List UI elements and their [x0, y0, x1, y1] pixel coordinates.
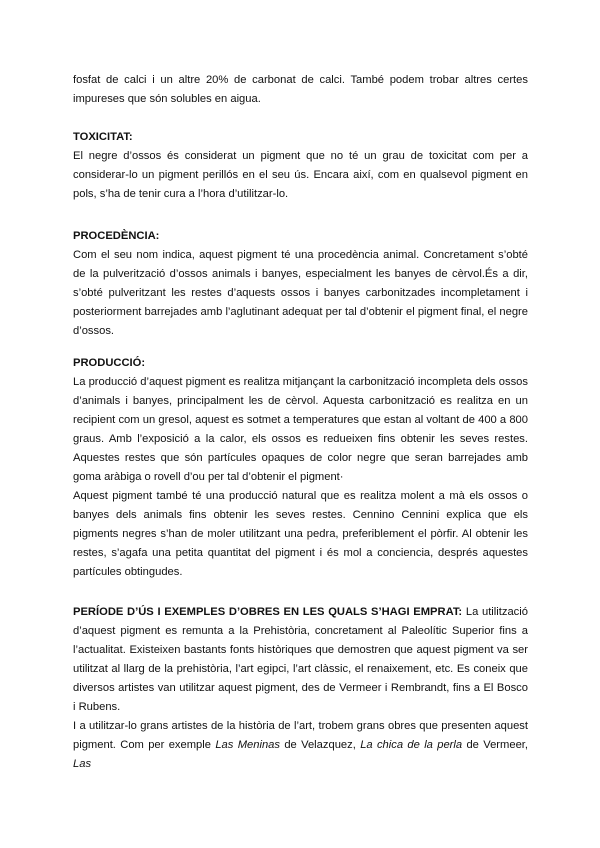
periode-heading: PERÍODE D’ÚS I EXEMPLES D’OBRES EN LES QUALS S’HAGI EMPRAT: [73, 606, 463, 618]
procedencia-section [73, 227, 528, 341]
periode-text-2: I a utilitzar-lo grans artistes de la història de l’art, trobem grans obres que presenten aquest pigment. Com per exemple [73, 720, 528, 751]
periode-text-3: de Velazquez, [280, 739, 361, 751]
toxicitat-heading: TOXICITAT: [73, 131, 133, 143]
intro-paragraph: fosfat de calci i un altre 20% de carbonat de calci. També podem trobar altres certes impureses que són solubles en aigua. [73, 74, 528, 105]
periode-paragraph-1 [73, 603, 528, 717]
periode-section [73, 603, 528, 774]
toxicitat-text: El negre d’ossos és considerat un pigment que no té un grau de toxicitat com per a considerar-lo un pigment perillós en el seu ús. Encara així, com en qualsevol pigment en pols, s’ha de tenir cura a l’hora d’utilitzar-lo. [73, 150, 528, 200]
toxicitat-section [73, 128, 528, 204]
artwork-title-las-meninas: Las Meninas [215, 739, 280, 751]
artwork-title-la-chica-de-la-perla: La chica de la perla [360, 739, 463, 751]
artwork-title-las: Las [73, 758, 92, 770]
produccio-heading: PRODUCCIÓ: [73, 357, 146, 369]
procedencia-text: Com el seu nom indica, aquest pigment té una procedència animal. Concretament s’obté de la pulverització d’ossos animals i banyes, especialment les banyes de cèrvol.És a dir, s’obté pulveritzant les restes d’aquests ossos i banyes carbonitzades incompletament i posteriorment barrejades amb l’aglutinant adequat per tal d’obtenir el pigment final, el negre d’ossos. [73, 249, 528, 337]
produccio-section [73, 354, 528, 582]
procedencia-heading: PROCEDÈNCIA: [73, 230, 160, 242]
periode-paragraph-2 [73, 717, 528, 774]
periode-text-1: La utilització d’aquest pigment es remunta a la Prehistòria, concretament al Paleolític Superior fins a l’actualitat. Existeixen bastants fonts històriques que demostren que aquest pigment va ser utilitzat al llarg de la prehistòria, l’art egipci, l’art clàssic, el renaixement, etc. Es coneix que diversos artistes van utilitzar aquest pigment, des de Vermeer i Rembrandt, fins a El Bosco i Rubens. [73, 606, 528, 713]
periode-text-4: de Vermeer, [462, 739, 529, 751]
produccio-paragraph-1: La producció d’aquest pigment es realitza mitjançant la carbonització incompleta dels ossos d’animals i banyes, principalment les de cèrvol. Aquesta carbonització es realitza en un recipient com un gresol, aquest es sotmet a temperatures que estan al voltant de 400 a 800 graus. Amb l’exposició a la calor, els ossos es redueixen fins obtenir les seves restes. Aquestes restes que són partícules opaques de color negre que seran barrejades amb goma aràbiga o rovell d’ou per tal d’obtenir el pigment· [73, 376, 528, 483]
produccio-paragraph-2: Aquest pigment també té una producció natural que es realitza molent a mà els ossos o banyes dels animals fins obtenir les seves restes. Cennino Cennini explica que els pigments negres s’han de moler utilitzant una pedra, preferiblement el pòrfir. Al obtenir les restes, s’agafa una petita quantitat del pigment i és mol a conciencia, després aquestes partícules obtingudes. [73, 490, 528, 578]
